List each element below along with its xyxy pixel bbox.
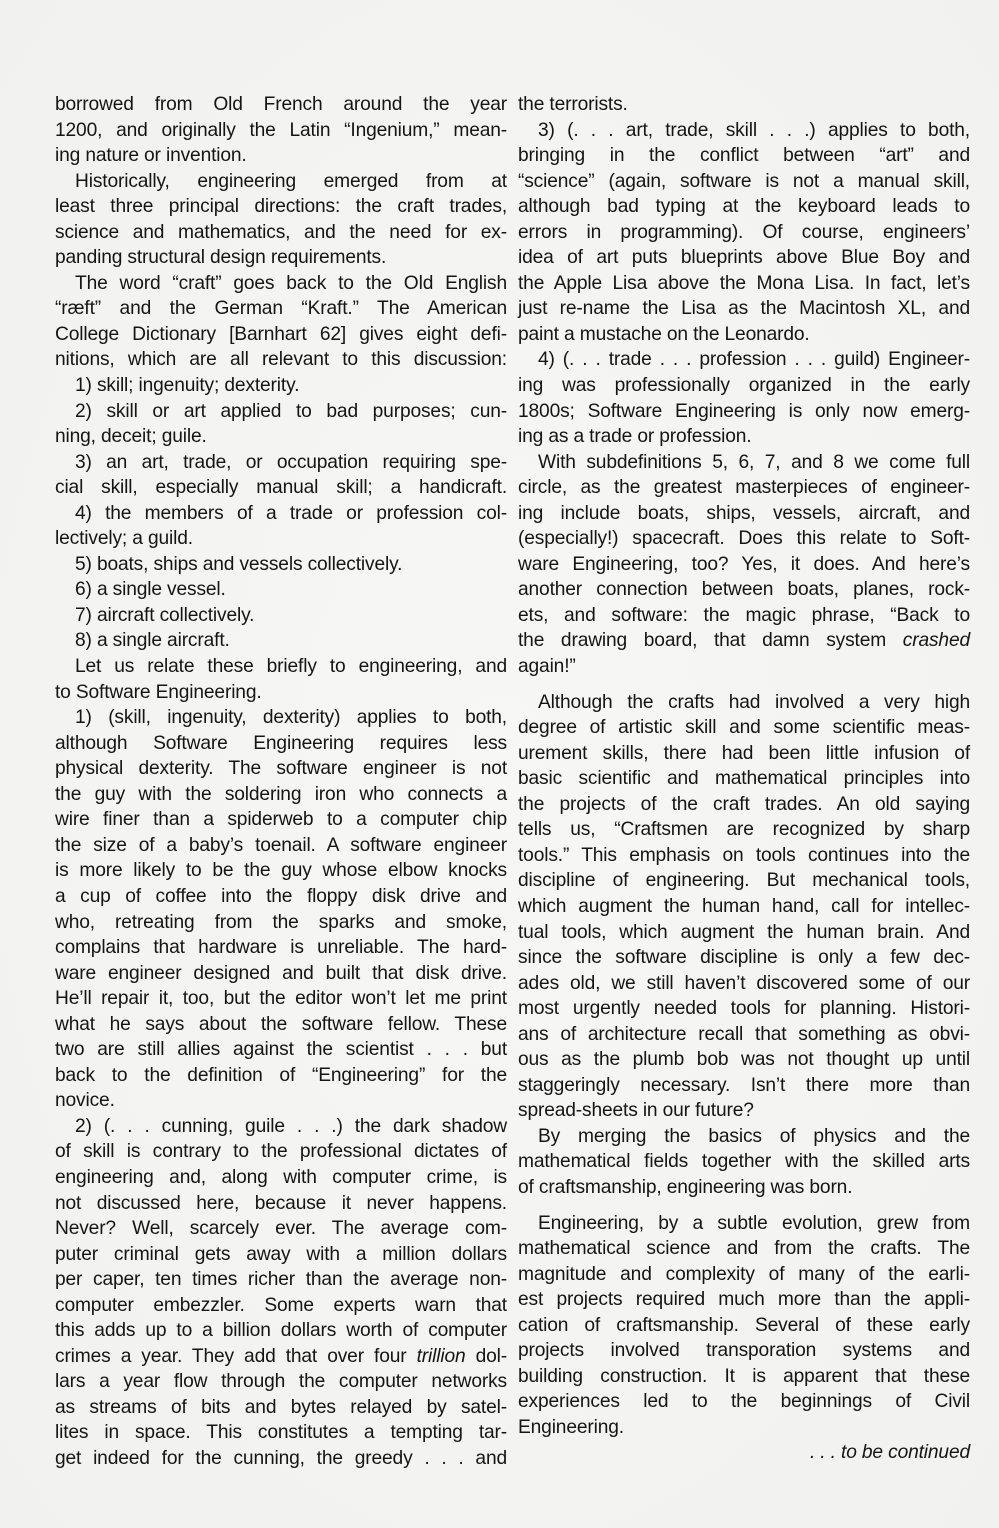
text-line: ing include boats, ships, vessels, aircraft, and xyxy=(518,502,970,524)
text-line: 3) an art, trade, or occupation requiring spe- xyxy=(75,451,507,473)
text-line: not discussed here, because it never happens. xyxy=(55,1192,507,1214)
text-line: ades old, we still haven’t discovered some of our xyxy=(518,972,970,994)
text-line: complains that hardware is unreliable. The hard- xyxy=(55,937,507,959)
text-line: lars a year flow through the computer networks xyxy=(55,1371,507,1393)
text-line: bringing in the conflict between “art” and xyxy=(518,145,970,167)
text-line: of skill is contrary to the professional dictates of xyxy=(55,1141,507,1163)
text-line: magnitude and complexity of many of the earli- xyxy=(518,1263,970,1285)
text-line: tells us, “Craftsmen are recognized by sharp xyxy=(518,819,970,841)
text-line: the guy with the soldering iron who connects a xyxy=(55,783,507,805)
left-text-column xyxy=(55,92,507,1472)
text-line: “science” (again, software is not a manual skill, xyxy=(518,170,970,192)
text-line: ing nature or invention. xyxy=(55,145,247,167)
text-line: 5) boats, ships and vessels collectively. xyxy=(75,553,403,575)
text-line: degree of artistic skill and some scientific meas- xyxy=(518,717,970,739)
text-line: 7) aircraft collectively. xyxy=(75,604,255,626)
text-line: ning, deceit; guile. xyxy=(55,426,207,448)
text-line: mathematical science and from the crafts. The xyxy=(518,1238,970,1260)
text-line: ware engineer designed and built that disk drive. xyxy=(55,962,507,984)
text-line: get indeed for the cunning, the greedy . . . and xyxy=(55,1447,507,1469)
text-line: urement skills, there had been little infusion of xyxy=(518,742,970,764)
text-line: computer embezzler. Some experts warn that xyxy=(55,1294,507,1316)
text-line: two are still allies against the scientist . . . but xyxy=(55,1039,507,1061)
text-line: ets, and software: the magic phrase, “Back to xyxy=(518,604,970,626)
text-line: puter criminal gets away with a million dollars xyxy=(55,1243,507,1265)
text-line: 1) skill; ingenuity; dexterity. xyxy=(75,375,300,397)
continuation-note: . . . to be continued xyxy=(809,1442,970,1464)
text-line: as streams of bits and bytes relayed by satel- xyxy=(55,1396,507,1418)
text-line: novice. xyxy=(55,1090,115,1112)
text-line: ans of architecture recall that something as obvi- xyxy=(518,1023,970,1045)
text-line: 1800s; Software Engineering is only now emerg- xyxy=(518,400,970,422)
text-line: errors in programming). Of course, engineers’ xyxy=(518,221,970,243)
text-line: another connection between boats, planes, rock- xyxy=(518,579,970,601)
text-line: Although the crafts had involved a very high xyxy=(538,691,970,713)
text-line: this adds up to a billion dollars worth of computer xyxy=(55,1320,507,1342)
text-line: the drawing board, that damn system crashed xyxy=(518,630,970,652)
text-line: to Software Engineering. xyxy=(55,681,262,703)
text-line: borrowed from Old French around the year xyxy=(55,94,507,115)
text-line: a cup of coffee into the floppy disk drive and xyxy=(55,885,507,907)
text-line: crimes a year. They add that over four trillion dol- xyxy=(55,1345,508,1367)
text-line: experiences led to the beginnings of Civil xyxy=(518,1391,970,1413)
text-line: cial skill, especially manual skill; a handicraft. xyxy=(55,477,507,499)
text-line: back to the definition of “Engineering” for the xyxy=(55,1064,507,1086)
text-line: mathematical fields together with the skilled arts xyxy=(518,1151,970,1173)
text-line: 8) a single aircraft. xyxy=(75,630,230,652)
text-line: “ræft” and the German “Kraft.” The American xyxy=(55,298,507,320)
text-line: basic scientific and mathematical principles into xyxy=(518,768,970,790)
text-line: although Software Engineering requires less xyxy=(55,732,507,754)
text-line: 2) (. . . cunning, guile . . .) the dark shadow xyxy=(75,1115,507,1137)
right-text-column xyxy=(518,92,970,1466)
text-line: per caper, ten times richer than the average non- xyxy=(55,1269,507,1291)
text-line: 1) (skill, ingenuity, dexterity) applies to both, xyxy=(75,707,507,729)
text-line: building construction. It is apparent that these xyxy=(518,1365,970,1387)
text-line: most urgently needed tools for planning. Histori- xyxy=(518,998,970,1020)
text-line: ing as a trade or profession. xyxy=(518,426,752,448)
text-line: is more likely to be the guy whose elbow knocks xyxy=(55,860,507,882)
text-line: of craftsmanship, engineering was born. xyxy=(518,1176,853,1198)
text-line: least three principal directions: the craft trades, xyxy=(55,196,507,218)
text-line: science and mathematics, and the need for ex- xyxy=(55,221,507,243)
text-line: the projects of the craft trades. An old saying xyxy=(518,793,970,815)
text-line: College Dictionary [Barnhart 62] gives eight defi- xyxy=(55,323,507,345)
text-line: paint a mustache on the Leonardo. xyxy=(518,323,810,345)
text-line: Let us relate these briefly to engineering, and xyxy=(75,656,507,678)
text-line: discipline of engineering. But mechanical tools, xyxy=(518,870,970,892)
text-line: although bad typing at the keyboard leads to xyxy=(518,196,970,218)
text-line: (especially!) spacecraft. Does this relate to Soft- xyxy=(518,528,970,550)
text-line: the Apple Lisa above the Mona Lisa. In fact, let’s xyxy=(518,272,970,294)
text-line: nitions, which are all relevant to this discussion: xyxy=(55,349,507,371)
text-line: est projects required much more than the appli- xyxy=(518,1289,970,1311)
text-line: The word “craft” goes back to the Old English xyxy=(75,272,507,294)
text-line: tual tools, which augment the human brain. And xyxy=(518,921,970,943)
text-line: who, retreating from the sparks and smoke, xyxy=(55,911,507,933)
text-line: He’ll repair it, too, but the editor won’t let me print xyxy=(55,988,507,1010)
emphasized-word: trillion xyxy=(416,1345,466,1367)
text-line: 4) (. . . trade . . . profession . . . guild) Engineer- xyxy=(538,349,970,371)
text-line: just re-name the Lisa as the Macintosh XL, and xyxy=(518,298,970,320)
text-line: physical dexterity. The software engineer is not xyxy=(55,758,507,780)
text-line: Historically, engineering emerged from at xyxy=(75,170,507,192)
text-line: idea of art puts blueprints above Blue Boy and xyxy=(518,247,970,269)
emphasized-word: crashed xyxy=(902,630,970,652)
text-line: 1200, and originally the Latin “Ingenium,” mean- xyxy=(55,119,507,141)
text-line: panding structural design requirements. xyxy=(55,247,387,269)
text-line: lites in space. This constitutes a tempting tar- xyxy=(55,1422,507,1444)
text-line: since the software discipline is only a few dec- xyxy=(518,947,970,969)
text-line: wire finer than a spiderweb to a computer chip xyxy=(55,809,507,831)
text-line: ous as the plumb bob was not thought up until xyxy=(518,1049,970,1071)
text-line: engineering and, along with computer crime, is xyxy=(55,1166,507,1188)
text-line: ing was professionally organized in the early xyxy=(518,375,970,397)
text-line: spread-sheets in our future? xyxy=(518,1100,754,1122)
text-line: 4) the members of a trade or profession col- xyxy=(75,502,507,524)
text-line: ware Engineering, too? Yes, it does. And here’s xyxy=(518,553,970,575)
text-line: 3) (. . . art, trade, skill . . .) applies to both, xyxy=(538,119,970,141)
text-line: Engineering. xyxy=(518,1416,624,1438)
text-line: what he says about the software fellow. These xyxy=(55,1013,507,1035)
text-line: the terrorists. xyxy=(518,94,628,115)
text-line: cation of craftsmanship. Several of these early xyxy=(518,1314,970,1336)
text-line: circle, as the greatest masterpieces of engineer- xyxy=(518,477,970,499)
text-line: lectively; a guild. xyxy=(55,528,193,550)
text-line: which augment the human hand, call for intellec- xyxy=(518,895,970,917)
text-line: staggeringly necessary. Isn’t there more than xyxy=(518,1074,970,1096)
text-line: Engineering, by a subtle evolution, grew from xyxy=(538,1212,970,1234)
text-line: projects involved transporation systems and xyxy=(518,1340,970,1362)
text-line: Never? Well, scarcely ever. The average com- xyxy=(55,1218,507,1240)
text-line: the size of a baby’s toenail. A software engineer xyxy=(55,834,507,856)
text-line: 2) skill or art applied to bad purposes; cun- xyxy=(75,400,507,422)
text-line: again!” xyxy=(518,656,576,678)
text-line: tools.” This emphasis on tools continues into the xyxy=(518,844,970,866)
text-line: 6) a single vessel. xyxy=(75,579,226,601)
text-line: With subdefinitions 5, 6, 7, and 8 we come full xyxy=(538,451,970,473)
text-line: By merging the basics of physics and the xyxy=(538,1125,970,1147)
